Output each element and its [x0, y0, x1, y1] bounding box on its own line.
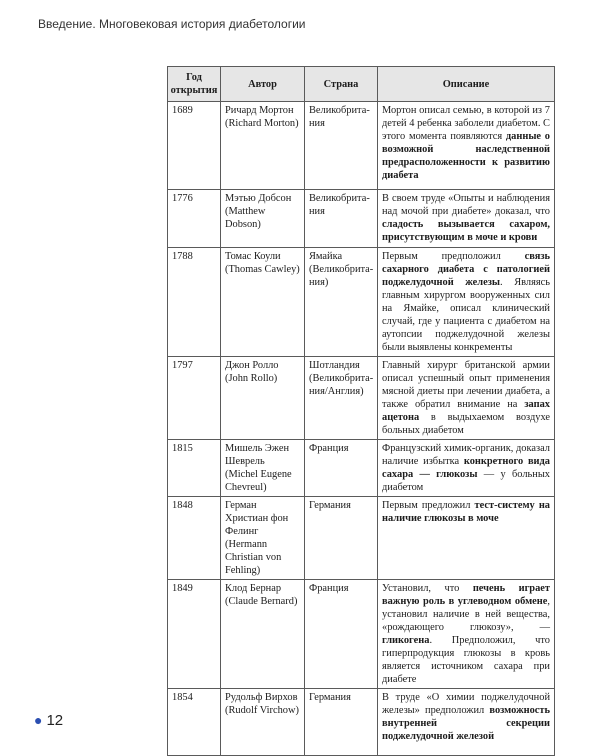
bold-text-run: печень играет важную роль в углеводном обмене [382, 583, 550, 607]
cell-year: 1854 [168, 689, 221, 756]
table-row [168, 497, 555, 580]
text-run: Главный хирург британской армии описал успешный опыт применения мясной диеты при лечении диабета, а также обратил внимание на [382, 360, 550, 410]
header-description: Описание [378, 67, 555, 102]
cell-description [378, 357, 555, 440]
history-table [167, 66, 555, 756]
cell-description [378, 689, 555, 756]
cell-country: Франция [305, 440, 378, 497]
cell-author: Томас Коули (Thomas Cawley) [221, 248, 305, 357]
header-country: Страна [305, 67, 378, 102]
text-run: Первым предложил [382, 500, 475, 511]
running-head: Введение. Многовековая история диабетологии [38, 17, 306, 31]
text-run: . Являясь главным хирургом вооруженных сил на Ямайке, описал клинический случай, где у пациента с диабетом на аутопсии поджелудочной железы были выявлены конкременты [382, 277, 550, 353]
table-row [168, 357, 555, 440]
cell-year: 1788 [168, 248, 221, 357]
cell-description [378, 190, 555, 248]
table-row [168, 689, 555, 756]
cell-author: Мэтью Добсон (Matthew Dobson) [221, 190, 305, 248]
cell-author: Рудольф Вирхов (Rudolf Virchow) [221, 689, 305, 756]
bold-text-run: возможность внутренней секреции поджелудочной железой [382, 705, 550, 742]
cell-description [378, 497, 555, 580]
cell-year: 1849 [168, 580, 221, 689]
cell-country: Ямайка (Великобритания) [305, 248, 378, 357]
cell-country: Великобритания [305, 102, 378, 190]
header-author: Автор [221, 67, 305, 102]
cell-year: 1848 [168, 497, 221, 580]
text-run: В своем труде «Опыты и наблюдения над мочой при диабете» доказал, что [382, 193, 550, 217]
bullet-icon: ● [34, 712, 43, 728]
page-number [34, 712, 63, 729]
cell-author: Ричард Мортон (Richard Morton) [221, 102, 305, 190]
cell-year: 1797 [168, 357, 221, 440]
text-run: Французский химик-органик, доказал наличие избытка [382, 443, 550, 467]
cell-author: Герман Христиан фон Фелинг (Hermann Christian von Fehling) [221, 497, 305, 580]
text-run: — у больных диабетом [382, 469, 550, 493]
table-row [168, 102, 555, 190]
bold-text-run: запах ацетона [382, 399, 550, 423]
cell-author: Мишель Эжен Шеврель (Michel Eugene Chevreul) [221, 440, 305, 497]
bold-text-run: сладость вызывается сахаром, присутствующим в моче и крови [382, 219, 550, 243]
table-row [168, 580, 555, 689]
cell-description [378, 102, 555, 190]
text-run: , установил наличие в ней вещества, «рождающего глюкозу», — [382, 596, 550, 633]
text-run: Установил, что [382, 583, 473, 594]
text-run: в выдыхаемом воздухе больных диабетом [382, 412, 550, 436]
table-header-row [168, 67, 555, 102]
cell-country: Великобритания [305, 190, 378, 248]
table-row [168, 190, 555, 248]
bold-text-run: данные о возможной наследственной предрасположенности к развитию диабета [382, 131, 550, 181]
page-number-value: 12 [46, 712, 64, 729]
bold-text-run: гликогена [382, 635, 430, 646]
table-row [168, 440, 555, 497]
text-run: Мортон описал семью, в которой из 7 детей 4 ребенка заболели диабетом. С этого момента появляются [382, 105, 550, 142]
text-run: . Предположил, что гиперпродукция глюкозы в кровь является источником сахара при диабете [382, 635, 550, 685]
header-year: Год открытия [168, 67, 221, 102]
text-run: Первым предположил [382, 251, 525, 262]
cell-country: Германия [305, 497, 378, 580]
text-run: В труде «О химии поджелудочной железы» предположил [382, 692, 550, 716]
cell-description [378, 440, 555, 497]
cell-author: Клод Бернар (Claude Bernard) [221, 580, 305, 689]
cell-description [378, 580, 555, 689]
cell-country: Шотландия (Великобритания/Англия) [305, 357, 378, 440]
bold-text-run: связь сахарного диабета с патологией поджелудочной железы [382, 251, 550, 288]
cell-description [378, 248, 555, 357]
bold-text-run: конкретного вида сахара — глюкозы [382, 456, 550, 480]
cell-country: Франция [305, 580, 378, 689]
table-row [168, 248, 555, 357]
bold-text-run: тест-систему на наличие глюкозы в моче [382, 500, 550, 524]
cell-country: Германия [305, 689, 378, 756]
cell-year: 1776 [168, 190, 221, 248]
cell-year: 1689 [168, 102, 221, 190]
cell-year: 1815 [168, 440, 221, 497]
cell-author: Джон Ролло (John Rollo) [221, 357, 305, 440]
